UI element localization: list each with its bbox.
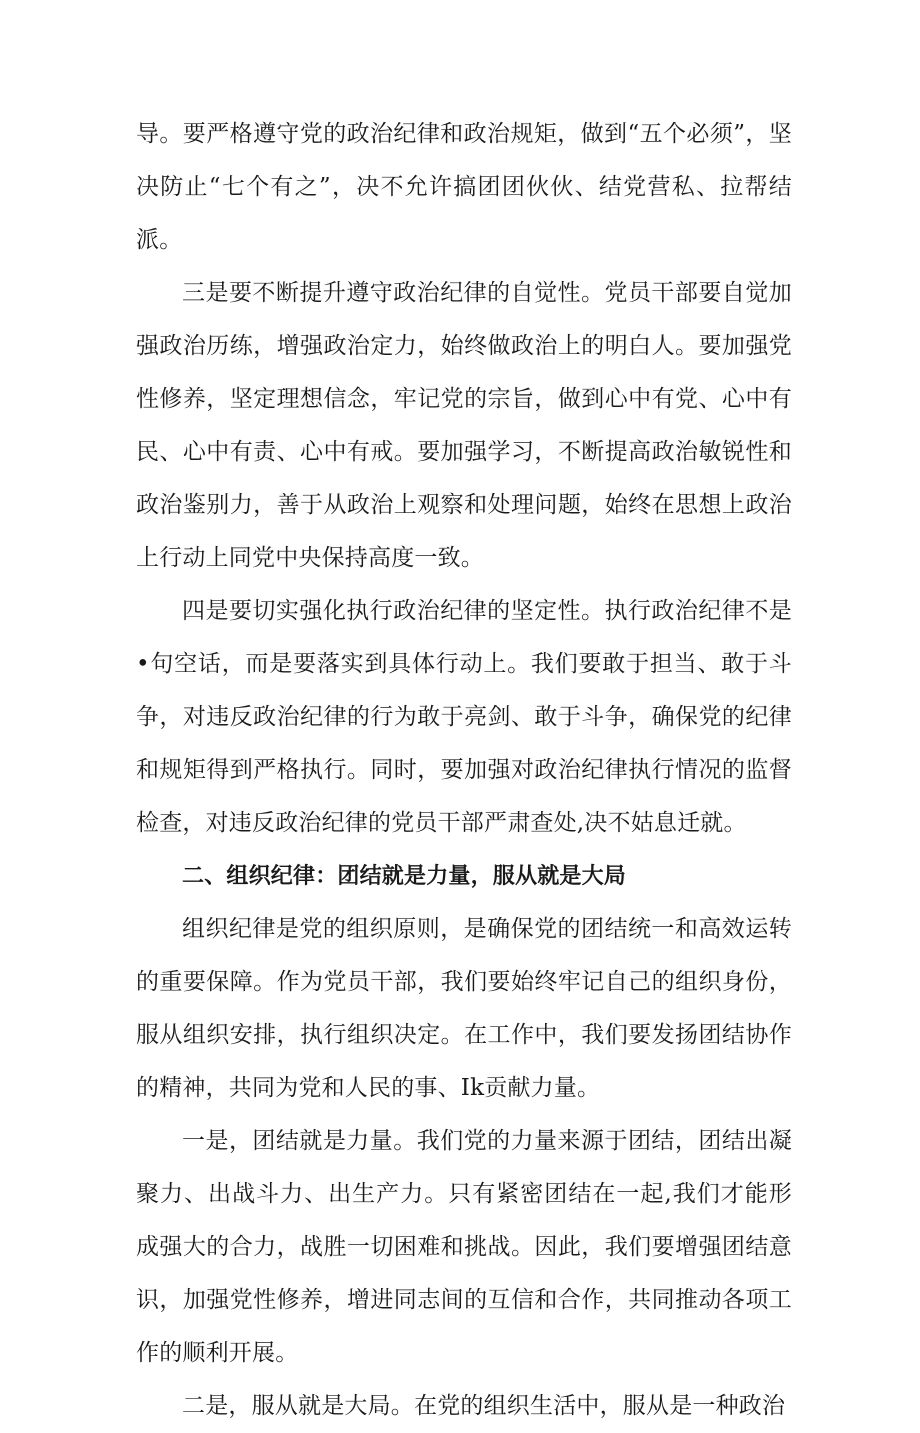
paragraph-political-discipline-point-three: 三是要不断提升遵守政治纪律的自觉性。党员干部要自觉加强政治历练，增强政治定力，始终做政治上的明白人。要加强党性修养，坚定理想信念，牢记党的宗旨，做到心中有党、心中有民、心中有责、心中有戒。要加强学习，不断提高政治敏锐性和政治鉴别力，善于从政治上观察和处理问题，始终在思想上政治上行动上同党中央保持高度一致。 <box>136 280 792 571</box>
paragraph-obedience-is-overall: 二是，服从就是大局。在党的组织生活中，服从是一种政治 <box>182 1393 786 1419</box>
document-body <box>136 108 792 1433</box>
paragraph-organizational-intro: 组织纪律是党的组织原则，是确保党的团结统一和高效运转的重要保障。作为党员干部，我们要始终牢记自己的组织身份，服从组织安排，执行组织决定。在工作中，我们要发扬团结协作的精神，共同为党和人民的事、Ik贡献力量。 <box>136 916 792 1101</box>
paragraph-political-discipline-point-four: 四是要切实强化执行政治纪律的坚定性。执行政治纪律不是•句空话，而是要落实到具体行动上。我们要敢于担当、敢于斗争，对违反政治纪律的行为敢于亮剑、敢于斗争，确保党的纪律和规矩得到严格执行。同时，要加强对政治纪律执行情况的监督检查，对违反政治纪律的党员干部严肃查处,决不姑息迁就。 <box>136 598 792 836</box>
section-heading-organizational-discipline: 二、组织纪律：团结就是力量，服从就是大局 <box>182 864 627 889</box>
paragraph-unity-is-strength: 一是，团结就是力量。我们党的力量来源于团结，团结出凝聚力、出战斗力、出生产力。只有紧密团结在一起,我们才能形成强大的合力，战胜一切困难和挑战。因此，我们要增强团结意识，加强党性修养，增进同志间的互信和合作，共同推动各项工作的顺利开展。 <box>136 1128 792 1366</box>
paragraph-continuation: 导。要严格遵守党的政治纪律和政治规矩，做到“五个必须”，坚决防止“七个有之”，决不允许搞团团伙伙、结党营私、拉帮结派。 <box>136 121 792 253</box>
